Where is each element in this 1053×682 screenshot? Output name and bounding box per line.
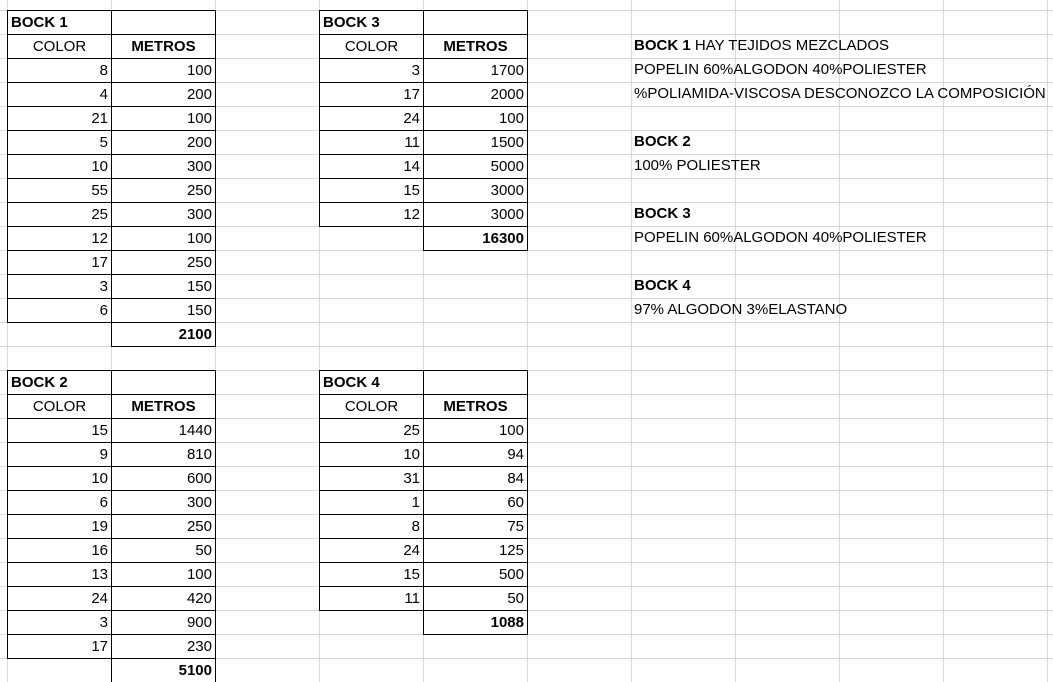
note-text: POPELIN 60%ALGODON 40%POLIESTER — [634, 61, 927, 78]
color-value-cell[interactable]: 10 — [319, 442, 424, 467]
metros-value-cell[interactable]: 60 — [423, 490, 528, 515]
metros-value-cell[interactable]: 75 — [423, 514, 528, 539]
column-header-metros[interactable]: METROS — [111, 34, 216, 59]
metros-value-cell[interactable]: 200 — [111, 82, 216, 107]
metros-value-cell[interactable]: 150 — [111, 274, 216, 299]
note-cell[interactable] — [634, 154, 761, 178]
table-title-cell[interactable]: BOCK 3 — [319, 10, 424, 35]
empty-cell[interactable] — [423, 10, 528, 35]
metros-value-cell[interactable]: 100 — [111, 226, 216, 251]
color-value-cell[interactable]: 6 — [7, 298, 112, 323]
color-value-cell[interactable]: 11 — [319, 586, 424, 611]
metros-value-cell[interactable]: 5000 — [423, 154, 528, 179]
color-value-cell[interactable]: 15 — [319, 178, 424, 203]
color-value-cell[interactable]: 10 — [7, 466, 112, 491]
metros-value-cell[interactable]: 600 — [111, 466, 216, 491]
color-value-cell[interactable]: 10 — [7, 154, 112, 179]
note-text: 100% POLIESTER — [634, 157, 761, 174]
color-value-cell[interactable]: 5 — [7, 130, 112, 155]
color-value-cell[interactable]: 17 — [7, 634, 112, 659]
metros-value-cell[interactable]: 250 — [111, 514, 216, 539]
color-value-cell[interactable]: 24 — [319, 538, 424, 563]
note-cell[interactable] — [634, 34, 889, 58]
metros-value-cell[interactable]: 50 — [423, 586, 528, 611]
color-value-cell[interactable]: 6 — [7, 490, 112, 515]
color-value-cell[interactable]: 11 — [319, 130, 424, 155]
note-cell[interactable] — [634, 58, 927, 82]
color-value-cell[interactable]: 13 — [7, 562, 112, 587]
note-cell[interactable] — [634, 298, 847, 322]
column-header-metros[interactable]: METROS — [423, 394, 528, 419]
metros-value-cell[interactable]: 150 — [111, 298, 216, 323]
metros-total-cell[interactable]: 5100 — [111, 658, 216, 682]
column-header-color[interactable]: COLOR — [7, 394, 112, 419]
color-value-cell[interactable]: 8 — [7, 58, 112, 83]
metros-value-cell[interactable]: 1700 — [423, 58, 528, 83]
metros-value-cell[interactable]: 810 — [111, 442, 216, 467]
color-value-cell[interactable]: 3 — [319, 58, 424, 83]
note-text: %POLIAMIDA-VISCOSA DESCONOZCO LA COMPOSICIÓN — [634, 85, 1046, 102]
metros-value-cell[interactable]: 84 — [423, 466, 528, 491]
metros-value-cell[interactable]: 250 — [111, 250, 216, 275]
color-value-cell[interactable]: 19 — [7, 514, 112, 539]
empty-cell[interactable] — [423, 370, 528, 395]
metros-value-cell[interactable]: 94 — [423, 442, 528, 467]
column-header-color[interactable]: COLOR — [319, 34, 424, 59]
metros-value-cell[interactable]: 300 — [111, 202, 216, 227]
metros-value-cell[interactable]: 100 — [111, 106, 216, 131]
color-value-cell[interactable]: 9 — [7, 442, 112, 467]
color-value-cell[interactable]: 12 — [7, 226, 112, 251]
metros-value-cell[interactable]: 100 — [111, 58, 216, 83]
metros-value-cell[interactable]: 900 — [111, 610, 216, 635]
note-cell[interactable] — [634, 82, 1046, 106]
color-value-cell[interactable]: 14 — [319, 154, 424, 179]
metros-value-cell[interactable]: 3000 — [423, 178, 528, 203]
metros-value-cell[interactable]: 2000 — [423, 82, 528, 107]
note-cell[interactable] — [634, 130, 691, 154]
color-value-cell[interactable]: 17 — [7, 250, 112, 275]
color-value-cell[interactable]: 55 — [7, 178, 112, 203]
metros-total-cell[interactable]: 2100 — [111, 322, 216, 347]
note-text: HAY TEJIDOS MEZCLADOS — [690, 37, 890, 54]
metros-value-cell[interactable]: 300 — [111, 490, 216, 515]
note-text: POPELIN 60%ALGODON 40%POLIESTER — [634, 229, 927, 246]
color-value-cell[interactable]: 21 — [7, 106, 112, 131]
metros-value-cell[interactable]: 3000 — [423, 202, 528, 227]
color-value-cell[interactable]: 1 — [319, 490, 424, 515]
note-cell[interactable] — [634, 226, 927, 250]
note-bold-label: BOCK 2 — [634, 133, 691, 150]
metros-value-cell[interactable]: 100 — [423, 106, 528, 131]
color-value-cell[interactable]: 25 — [319, 418, 424, 443]
metros-value-cell[interactable]: 200 — [111, 130, 216, 155]
empty-cell[interactable] — [111, 370, 216, 395]
metros-value-cell[interactable]: 1500 — [423, 130, 528, 155]
note-cell[interactable] — [634, 202, 691, 226]
column-header-color[interactable]: COLOR — [7, 34, 112, 59]
color-value-cell[interactable]: 15 — [319, 562, 424, 587]
note-cell[interactable] — [634, 274, 691, 298]
metros-value-cell[interactable]: 125 — [423, 538, 528, 563]
color-value-cell[interactable]: 31 — [319, 466, 424, 491]
column-header-metros[interactable]: METROS — [423, 34, 528, 59]
metros-value-cell[interactable]: 250 — [111, 178, 216, 203]
metros-total-cell[interactable]: 1088 — [423, 610, 528, 635]
color-value-cell[interactable]: 3 — [7, 610, 112, 635]
metros-value-cell[interactable]: 50 — [111, 538, 216, 563]
note-bold-label: BOCK 3 — [634, 205, 691, 222]
empty-cell[interactable] — [111, 10, 216, 35]
color-value-cell[interactable]: 25 — [7, 202, 112, 227]
metros-value-cell[interactable]: 1440 — [111, 418, 216, 443]
color-value-cell[interactable]: 3 — [7, 274, 112, 299]
metros-value-cell[interactable]: 230 — [111, 634, 216, 659]
color-value-cell[interactable]: 12 — [319, 202, 424, 227]
color-value-cell[interactable]: 8 — [319, 514, 424, 539]
metros-value-cell[interactable]: 420 — [111, 586, 216, 611]
color-value-cell[interactable]: 16 — [7, 538, 112, 563]
table-title-cell[interactable]: BOCK 4 — [319, 370, 424, 395]
column-header-metros[interactable]: METROS — [111, 394, 216, 419]
metros-total-cell[interactable]: 16300 — [423, 226, 528, 251]
color-value-cell[interactable]: 17 — [319, 82, 424, 107]
metros-value-cell[interactable]: 100 — [423, 418, 528, 443]
column-header-color[interactable]: COLOR — [319, 394, 424, 419]
color-value-cell[interactable]: 15 — [7, 418, 112, 443]
note-bold-label: BOCK 4 — [634, 277, 691, 294]
table-title-cell[interactable]: BOCK 1 — [7, 10, 112, 35]
metros-value-cell[interactable]: 500 — [423, 562, 528, 587]
metros-value-cell[interactable]: 100 — [111, 562, 216, 587]
note-text: 97% ALGODON 3%ELASTANO — [634, 301, 848, 318]
table-title-cell[interactable]: BOCK 2 — [7, 370, 112, 395]
note-bold-label: BOCK 1 — [634, 37, 691, 54]
color-value-cell[interactable]: 24 — [7, 586, 112, 611]
color-value-cell[interactable]: 4 — [7, 82, 112, 107]
metros-value-cell[interactable]: 300 — [111, 154, 216, 179]
color-value-cell[interactable]: 24 — [319, 106, 424, 131]
